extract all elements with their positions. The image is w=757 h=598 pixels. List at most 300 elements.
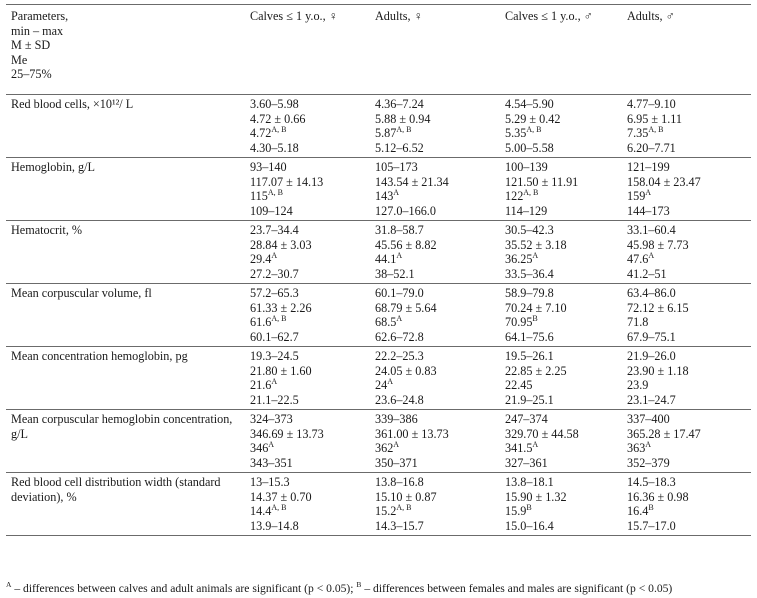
table-cell [500, 410, 622, 473]
table-cell [245, 473, 370, 536]
table-cell [370, 221, 500, 284]
cell-line [627, 427, 751, 442]
cell-value: 324–373 [250, 412, 293, 426]
cell-line [375, 378, 500, 393]
cell-value: 346.69 ± 13.73 [250, 426, 324, 441]
cell-value: 29.4 [250, 252, 272, 266]
table-cell [622, 284, 751, 347]
table-cell [622, 347, 751, 410]
cell-value: 36.25 [505, 252, 533, 266]
cell-value: 70.24 ± 7.10 [505, 300, 567, 315]
cell-line [627, 189, 751, 204]
cell-line [375, 267, 500, 282]
cell-value: 337–400 [627, 412, 670, 426]
cell-value: 105–173 [375, 160, 418, 174]
cell-value: 6.20–7.71 [627, 140, 676, 155]
cell-line [505, 378, 622, 393]
cell-value: 57.2–65.3 [250, 286, 299, 300]
significance-mark: A, B [648, 124, 664, 134]
table-cell [245, 158, 370, 221]
cell-value: 21.80 ± 1.60 [250, 363, 312, 378]
cell-line [250, 112, 370, 127]
cell-line [250, 267, 370, 282]
significance-mark: A [396, 250, 403, 260]
cell-value: 121–199 [627, 160, 670, 174]
cell-line [250, 189, 370, 204]
cell-line [505, 349, 622, 364]
cell-line [505, 204, 622, 219]
cell-line [505, 286, 622, 301]
cell-value: 362 [375, 441, 394, 455]
cell-value: 341.5 [505, 441, 533, 455]
significance-mark: A [393, 187, 400, 197]
table-cell [370, 347, 500, 410]
cell-line [627, 504, 751, 519]
cell-value: 117.07 ± 14.13 [250, 174, 324, 189]
cell-line [627, 267, 751, 282]
footnote-text-b: – differences between females and males are significant (p < 0.05) [361, 581, 673, 595]
cell-line [375, 252, 500, 267]
cell-line [505, 189, 622, 204]
cell-line [250, 519, 370, 534]
cell-value: 361.00 ± 13.73 [375, 426, 449, 441]
cell-value: 4.36–7.24 [375, 97, 424, 111]
cell-line [375, 97, 500, 112]
parameters-header [6, 5, 245, 95]
cell-value: 70.95 [505, 315, 533, 329]
table-cell [370, 410, 500, 473]
cell-value: 13.9–14.8 [250, 518, 299, 533]
significance-mark: A, B [526, 124, 542, 134]
cell-value: 27.2–30.7 [250, 266, 299, 281]
header-row [6, 5, 751, 95]
cell-line [375, 393, 500, 408]
column-header-calves-male: Calves ≤ 1 y.o., ♂ [505, 9, 593, 23]
cell-line [375, 141, 500, 156]
cell-line [375, 175, 500, 190]
cell-line [505, 97, 622, 112]
header-param-line: Parameters, [11, 9, 69, 23]
row-label: Mean concentration hemoglobin, pg [11, 349, 188, 363]
cell-value: 44.1 [375, 252, 397, 266]
cell-line [250, 238, 370, 253]
significance-mark: A, B [267, 187, 283, 197]
cell-line [250, 330, 370, 345]
header-param-line: min – max [11, 23, 64, 38]
cell-value: 47.6 [627, 252, 649, 266]
significance-mark: A [645, 187, 652, 197]
table-row [6, 473, 751, 536]
cell-line [250, 223, 370, 238]
column-header-calves-female: Calves ≤ 1 y.o., ♀ [250, 9, 338, 23]
cell-line [375, 330, 500, 345]
cell-line [375, 427, 500, 442]
cell-line [250, 349, 370, 364]
cell-line [250, 364, 370, 379]
cell-value: 16.4 [627, 504, 649, 518]
significance-mark: A [532, 250, 539, 260]
cell-value: 35.52 ± 3.18 [505, 237, 567, 252]
row-label: Mean corpuscular volume, fl [11, 286, 152, 300]
cell-line [627, 112, 751, 127]
table-cell [500, 95, 622, 158]
cell-value: 19.5–26.1 [505, 349, 554, 363]
cell-line [375, 189, 500, 204]
row-label: Red blood cells, ×10¹²/ L [11, 97, 134, 111]
cell-line [505, 504, 622, 519]
table-row [6, 410, 751, 473]
cell-value: 71.8 [627, 315, 649, 329]
table-cell [245, 410, 370, 473]
table-row [6, 221, 751, 284]
cell-value: 346 [250, 441, 269, 455]
cell-value: 352–379 [627, 455, 670, 470]
cell-value: 159 [627, 189, 646, 203]
cell-value: 93–140 [250, 160, 287, 174]
cell-line [505, 519, 622, 534]
cell-value: 24 [375, 378, 388, 392]
cell-line [250, 456, 370, 471]
cell-value: 363 [627, 441, 646, 455]
cell-line [375, 238, 500, 253]
cell-line [627, 378, 751, 393]
footnote-mark-a: A [6, 580, 12, 589]
row-label: Hematocrit, % [11, 223, 83, 237]
header-param-line: M ± SD [11, 38, 51, 52]
cell-value: 22.45 [505, 378, 533, 392]
footnote-text-a: – differences between calves and adult animals are significant (p < 0.05); [11, 581, 357, 595]
cell-line [375, 160, 500, 175]
cell-line [505, 490, 622, 505]
cell-value: 41.2–51 [627, 266, 667, 281]
cell-value: 3.60–5.98 [250, 97, 299, 111]
cell-line [505, 456, 622, 471]
cell-line [505, 112, 622, 127]
cell-value: 72.12 ± 6.15 [627, 300, 689, 315]
cell-line [627, 286, 751, 301]
cell-value: 14.3–15.7 [375, 518, 424, 533]
cell-value: 5.00–5.58 [505, 140, 554, 155]
cell-value: 365.28 ± 17.47 [627, 426, 701, 441]
cell-line [627, 238, 751, 253]
table-row [6, 158, 751, 221]
cell-value: 4.72 [250, 126, 272, 140]
significance-mark: A [396, 313, 403, 323]
cell-line [250, 97, 370, 112]
significance-mark: A, B [271, 502, 287, 512]
cell-value: 21.1–22.5 [250, 392, 299, 407]
significance-mark: B [526, 502, 532, 512]
cell-value: 28.84 ± 3.03 [250, 237, 312, 252]
cell-value: 45.98 ± 7.73 [627, 237, 689, 252]
cell-value: 329.70 ± 44.58 [505, 426, 579, 441]
table-cell [245, 284, 370, 347]
blood-parameters-table [6, 4, 751, 536]
cell-value: 63.4–86.0 [627, 286, 676, 300]
row-label: Mean corpuscular hemoglobin concentration, g/L [11, 412, 233, 441]
cell-line [627, 315, 751, 330]
cell-value: 4.77–9.10 [627, 97, 676, 111]
table-cell [370, 284, 500, 347]
cell-value: 58.9–79.8 [505, 286, 554, 300]
cell-line [627, 349, 751, 364]
cell-line [505, 393, 622, 408]
cell-value: 4.54–5.90 [505, 97, 554, 111]
cell-line [250, 175, 370, 190]
cell-line [505, 160, 622, 175]
significance-mark: A [532, 439, 539, 449]
cell-line [505, 427, 622, 442]
cell-line [250, 441, 370, 456]
cell-line [627, 475, 751, 490]
cell-line [627, 223, 751, 238]
significance-mark: A [393, 439, 400, 449]
column-header-adults-male: Adults, ♂ [627, 9, 675, 23]
cell-value: 15.2 [375, 504, 397, 518]
cell-value: 143 [375, 189, 394, 203]
cell-line [505, 175, 622, 190]
cell-line [505, 475, 622, 490]
cell-value: 68.79 ± 5.64 [375, 300, 437, 315]
table-cell [622, 221, 751, 284]
cell-value: 13.8–18.1 [505, 475, 554, 489]
footnote-mark-b: B [356, 580, 362, 589]
cell-value: 22.2–25.3 [375, 349, 424, 363]
cell-line [627, 412, 751, 427]
cell-value: 60.1–62.7 [250, 329, 299, 344]
cell-line [505, 330, 622, 345]
cell-line [375, 364, 500, 379]
cell-line [627, 175, 751, 190]
cell-line [627, 301, 751, 316]
significance-mark: A [271, 376, 278, 386]
row-label: Hemoglobin, g/L [11, 160, 95, 174]
table-row [6, 95, 751, 158]
cell-value: 121.50 ± 11.91 [505, 174, 579, 189]
table-row [6, 284, 751, 347]
cell-line [505, 315, 622, 330]
cell-value: 13–15.3 [250, 475, 290, 489]
cell-value: 247–374 [505, 412, 548, 426]
cell-value: 339–386 [375, 412, 418, 426]
cell-value: 15.9 [505, 504, 527, 518]
table-cell [622, 473, 751, 536]
significance-mark: A [387, 376, 393, 386]
cell-line [505, 252, 622, 267]
cell-line [250, 475, 370, 490]
cell-value: 24.05 ± 0.83 [375, 363, 437, 378]
table-row [6, 347, 751, 410]
cell-line [250, 160, 370, 175]
cell-value: 62.6–72.8 [375, 329, 424, 344]
cell-value: 16.36 ± 0.98 [627, 489, 689, 504]
cell-value: 5.87 [375, 126, 397, 140]
cell-line [375, 349, 500, 364]
cell-value: 5.88 ± 0.94 [375, 111, 431, 126]
cell-value: 327–361 [505, 455, 548, 470]
significance-mark: B [532, 313, 538, 323]
significance-mark: A [645, 439, 652, 449]
table-cell [500, 347, 622, 410]
header-param-line: Me [11, 52, 28, 67]
cell-line [627, 490, 751, 505]
cell-line [505, 441, 622, 456]
cell-line [375, 519, 500, 534]
significance-mark: B [648, 502, 654, 512]
cell-value: 6.95 ± 1.11 [627, 111, 682, 126]
cell-value: 5.12–6.52 [375, 140, 424, 155]
cell-line [627, 126, 751, 141]
cell-value: 15.0–16.4 [505, 518, 554, 533]
cell-value: 45.56 ± 8.82 [375, 237, 437, 252]
significance-mark: A [271, 250, 278, 260]
table-cell [622, 95, 751, 158]
cell-line [375, 126, 500, 141]
column-header-adults-female: Adults, ♀ [375, 9, 423, 23]
cell-line [627, 330, 751, 345]
cell-value: 23.7–34.4 [250, 223, 299, 237]
cell-line [505, 267, 622, 282]
table-body [6, 95, 751, 536]
cell-line [627, 441, 751, 456]
cell-line [250, 490, 370, 505]
cell-line [627, 456, 751, 471]
cell-line [375, 223, 500, 238]
cell-value: 158.04 ± 23.47 [627, 174, 701, 189]
cell-value: 31.8–58.7 [375, 223, 424, 237]
significance-mark: A, B [396, 124, 412, 134]
cell-value: 33.5–36.4 [505, 266, 554, 281]
significance-mark: A, B [396, 502, 412, 512]
cell-line [375, 475, 500, 490]
cell-line [505, 238, 622, 253]
cell-value: 61.33 ± 2.26 [250, 300, 312, 315]
table-cell [245, 95, 370, 158]
cell-value: 144–173 [627, 203, 670, 218]
table-cell [245, 347, 370, 410]
cell-value: 23.90 ± 1.18 [627, 363, 689, 378]
significance-mark: A, B [523, 187, 539, 197]
cell-line [250, 141, 370, 156]
cell-value: 33.1–60.4 [627, 223, 676, 237]
cell-value: 21.9–26.0 [627, 349, 676, 363]
cell-value: 343–351 [250, 455, 293, 470]
cell-value: 350–371 [375, 455, 418, 470]
cell-value: 23.6–24.8 [375, 392, 424, 407]
cell-line [505, 364, 622, 379]
cell-line [250, 301, 370, 316]
cell-value: 60.1–79.0 [375, 286, 424, 300]
table-cell [370, 95, 500, 158]
cell-line [375, 204, 500, 219]
significance-mark: A [648, 250, 655, 260]
cell-line [505, 141, 622, 156]
significance-mark: A, B [271, 313, 287, 323]
significance-mark: A [268, 439, 275, 449]
cell-line [627, 141, 751, 156]
cell-value: 22.85 ± 2.25 [505, 363, 567, 378]
cell-line [627, 519, 751, 534]
cell-value: 143.54 ± 21.34 [375, 174, 449, 189]
cell-line [375, 412, 500, 427]
table-cell [500, 158, 622, 221]
cell-line [250, 315, 370, 330]
cell-line [627, 160, 751, 175]
cell-value: 23.1–24.7 [627, 392, 676, 407]
cell-line [375, 301, 500, 316]
cell-value: 14.5–18.3 [627, 475, 676, 489]
significance-mark: A, B [271, 124, 287, 134]
cell-line [627, 364, 751, 379]
cell-line [375, 456, 500, 471]
cell-line [250, 204, 370, 219]
table-cell [500, 473, 622, 536]
cell-line [627, 204, 751, 219]
table-cell [622, 158, 751, 221]
footnote [6, 580, 751, 595]
cell-value: 14.37 ± 0.70 [250, 489, 312, 504]
cell-value: 23.9 [627, 378, 649, 392]
cell-value: 61.6 [250, 315, 272, 329]
cell-value: 4.72 ± 0.66 [250, 111, 306, 126]
table-cell [370, 473, 500, 536]
cell-line [627, 97, 751, 112]
cell-line [375, 490, 500, 505]
cell-line [505, 412, 622, 427]
cell-line [375, 441, 500, 456]
cell-value: 4.30–5.18 [250, 140, 299, 155]
cell-value: 38–52.1 [375, 266, 415, 281]
cell-value: 21.6 [250, 378, 272, 392]
cell-value: 30.5–42.3 [505, 223, 554, 237]
cell-line [250, 378, 370, 393]
table-cell [622, 410, 751, 473]
cell-value: 127.0–166.0 [375, 203, 436, 218]
cell-value: 5.29 ± 0.42 [505, 111, 561, 126]
row-label: Red blood cell distribution width (standard deviation), % [11, 475, 221, 504]
cell-value: 14.4 [250, 504, 272, 518]
cell-line [627, 252, 751, 267]
cell-value: 109–124 [250, 203, 293, 218]
cell-value: 7.35 [627, 126, 649, 140]
cell-line [375, 504, 500, 519]
cell-value: 68.5 [375, 315, 397, 329]
cell-line [250, 427, 370, 442]
cell-line [505, 223, 622, 238]
cell-value: 19.3–24.5 [250, 349, 299, 363]
cell-value: 114–129 [505, 203, 548, 218]
cell-line [250, 393, 370, 408]
cell-value: 15.7–17.0 [627, 518, 676, 533]
table-header [6, 5, 751, 95]
header-param-line: 25–75% [11, 67, 52, 81]
cell-value: 122 [505, 189, 524, 203]
cell-value: 64.1–75.6 [505, 329, 554, 344]
cell-line [250, 504, 370, 519]
cell-value: 100–139 [505, 160, 548, 174]
cell-value: 13.8–16.8 [375, 475, 424, 489]
cell-line [250, 126, 370, 141]
cell-line [250, 412, 370, 427]
cell-line [505, 126, 622, 141]
cell-line [375, 286, 500, 301]
cell-line [375, 315, 500, 330]
cell-value: 115 [250, 189, 268, 203]
cell-value: 67.9–75.1 [627, 329, 676, 344]
cell-line [627, 393, 751, 408]
table-cell [245, 221, 370, 284]
table-cell [500, 284, 622, 347]
